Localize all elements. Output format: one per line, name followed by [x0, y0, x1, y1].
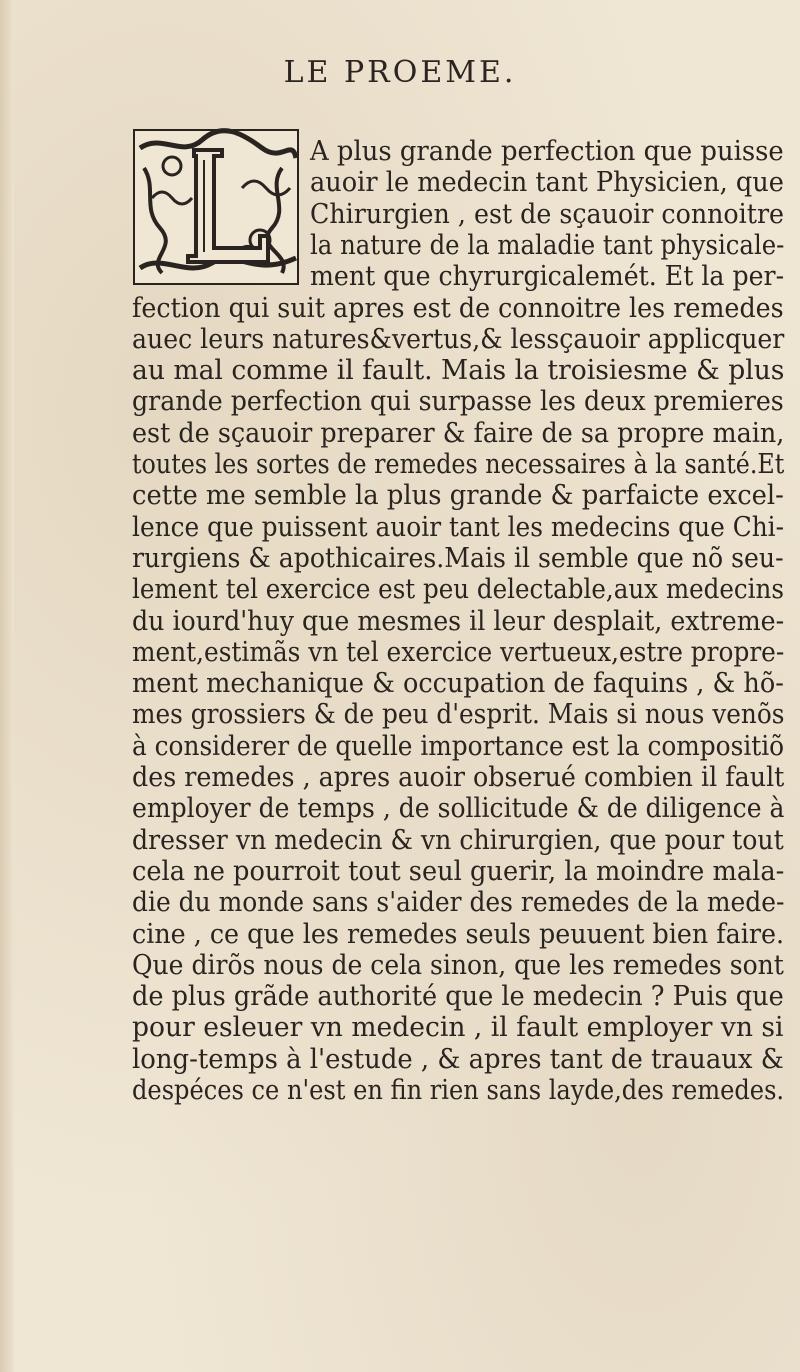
text-line: Que dirõs nous de cela sinon, que les remedes sont	[132, 948, 784, 981]
text-line: fection qui suit apres est de connoitre les remedes	[132, 291, 784, 324]
text-line: A plus grande perfection que puisse	[310, 135, 784, 167]
running-header: LE PROEME.	[283, 55, 517, 90]
text-line: Chirurgien , est de sçauoir connoitre	[310, 197, 785, 230]
page-gutter	[0, 0, 14, 1372]
text-line: la nature de la maladie tant physicale-	[310, 228, 785, 261]
text-line: dresser vn medecin & vn chirurgien, que pour tout	[132, 823, 784, 856]
text-line: au mal comme il fault. Mais la troisiesme & plus	[132, 354, 785, 387]
text-line: ment,estimãs vn tel exercice vertueux,estre propre-	[132, 635, 785, 668]
text-line: despéces ce n'est en fin rien sans layde,des remedes.	[132, 1074, 785, 1106]
text-line: grande perfection qui surpasse les deux premieres	[132, 385, 784, 418]
text-line: de plus grãde authorité que le medecin ? Puis que	[132, 980, 784, 1013]
text-line: mes grossiers & de peu d'esprit. Mais si nous venõs	[132, 698, 785, 731]
text-line: auoir le medecin tant Physicien, que	[310, 166, 784, 199]
text-line: die du monde sans s'aider des remedes de la mede-	[132, 886, 785, 919]
text-line: du iourd'huy que mesmes il leur desplait, extreme-	[132, 604, 785, 637]
text-line: lence que puissent auoir tant les medecins que Chi-	[132, 510, 785, 543]
text-line: toutes les sortes de remedes necessaires à la santé.Et	[132, 448, 785, 480]
text-line: lement tel exercice est peu delectable,aux medecins	[132, 573, 784, 606]
text-line: des remedes , apres auoir obserué combien il fault	[132, 761, 785, 793]
text-line: rurgiens & apothicaires.Mais il semble que nõ seu-	[132, 541, 784, 574]
text-line: cine , ce que les remedes seuls peuuent bien faire.	[132, 917, 785, 950]
text-line: ment que chyrurgicalemét. Et la per-	[310, 260, 785, 293]
decorated-initial-letter-icon	[132, 128, 300, 286]
text-line: ment mechanique & occupation de faquins , & hõ-	[132, 667, 784, 700]
text-line: auec leurs natures&vertus,& lessçauoir applicquer	[132, 322, 785, 355]
text-line: à considerer de quelle importance est la compositiõ	[132, 729, 785, 762]
text-line: cela ne pourroit tout seul guerir, la moindre mala-	[132, 854, 785, 887]
text-line: employer de temps , de sollicitude & de diligence à	[132, 792, 785, 825]
text-line: est de sçauoir preparer & faire de sa propre main,	[132, 416, 785, 449]
text-line: pour esleuer vn medecin , il fault employer vn si	[132, 1011, 784, 1044]
text-line: long-temps à l'estude , & apres tant de trauaux &	[132, 1042, 784, 1075]
text-line: cette me semble la plus grande & parfaicte excel-	[132, 479, 784, 512]
